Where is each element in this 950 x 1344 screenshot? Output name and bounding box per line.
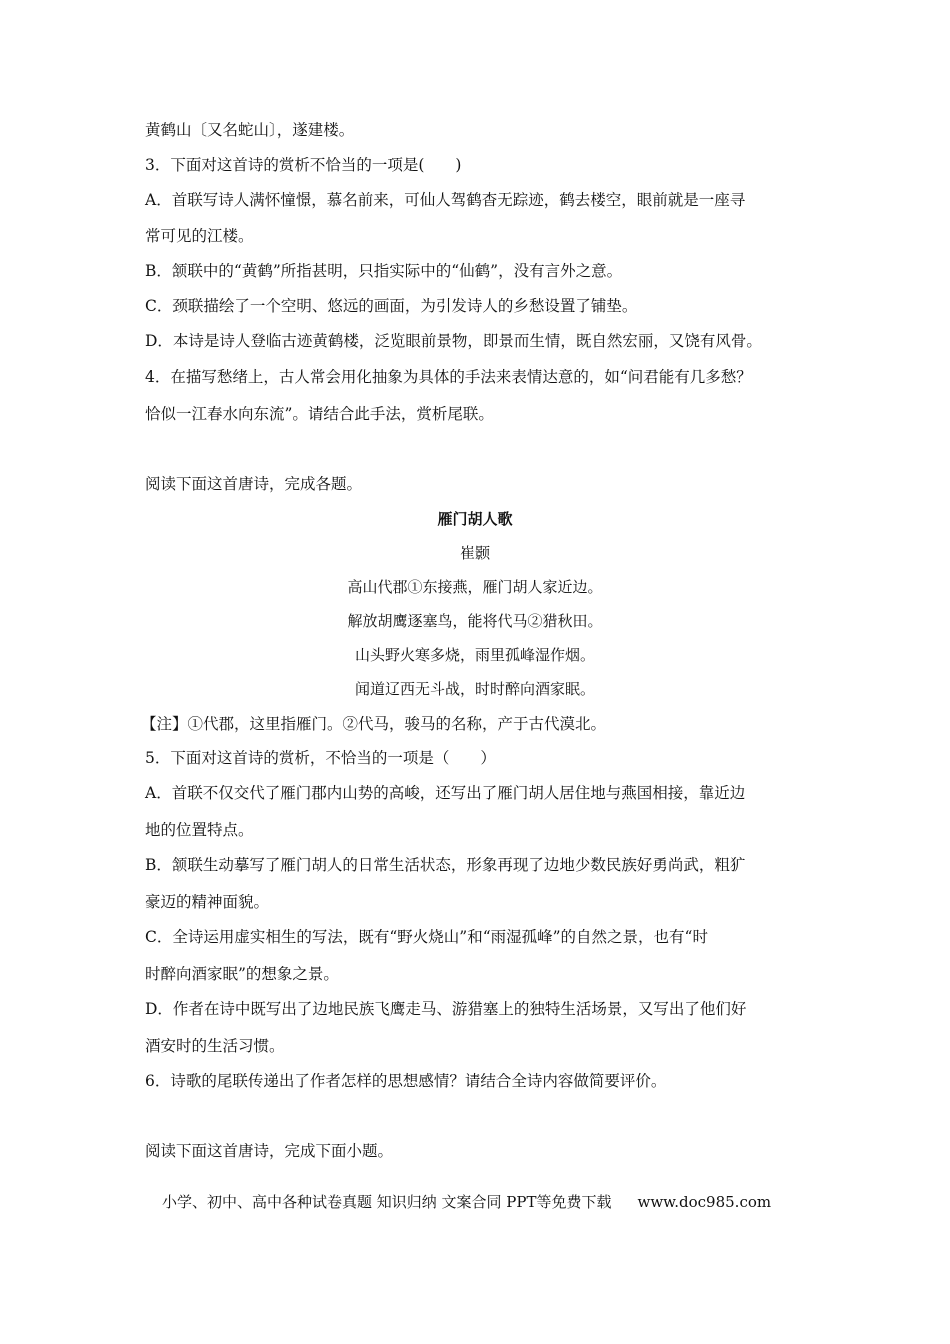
q5-option-a: A．首联不仅交代了雁门郡内山势的高峻，还写出了雁门胡人居住地与燕国相接，靠近边 <box>145 784 746 802</box>
page-footer <box>162 1191 771 1212</box>
q3-option-c: C．颈联描绘了一个空明、悠远的画面，为引发诗人的乡愁设置了铺垫。 <box>145 297 638 315</box>
q3-option-a: A．首联写诗人满怀憧憬，慕名前来，可仙人驾鹤杳无踪迹，鹤去楼空，眼前就是一座寻 <box>145 191 746 209</box>
poem-line: 高山代郡①东接燕，雁门胡人家近边。 <box>347 578 603 596</box>
q5-option-a-cont: 地的位置特点。 <box>145 821 254 839</box>
question-4-cont: 恰似一江春水向东流”。请结合此手法，赏析尾联。 <box>145 405 494 423</box>
q5-option-c: C．全诗运用虚实相生的写法，既有“野火烧山”和“雨湿孤峰”的自然之景，也有“时 <box>145 928 708 946</box>
question-3: 3．下面对这首诗的赏析不恰当的一项是( ) <box>145 156 462 174</box>
question-5: 5．下面对这首诗的赏析，不恰当的一项是（ ） <box>145 749 496 767</box>
poem-note: 【注】①代郡，这里指雁门。②代马，骏马的名称，产于古代漠北。 <box>141 715 607 733</box>
section-intro: 阅读下面这首唐诗，完成各题。 <box>145 475 363 493</box>
q3-option-b: B．颔联中的“黄鹤”所指甚明，只指实际中的“仙鹤”，没有言外之意。 <box>145 262 623 280</box>
poem-line: 山头野火寒多烧，雨里孤峰湿作烟。 <box>354 646 595 664</box>
q5-option-b: B．颔联生动摹写了雁门胡人的日常生活状态，形象再现了边地少数民族好勇尚武，粗犷 <box>145 856 746 874</box>
q5-option-c-cont: 时醉向酒家眠”的想象之景。 <box>145 965 339 983</box>
poem-title: 雁门胡人歌 <box>437 510 513 528</box>
poem-line: 闻道辽西无斗战，时时醉向酒家眠。 <box>354 680 595 698</box>
footer-text: 小学、初中、高中各种试卷真题 知识归纳 文案合同 PPT等免费下载 <box>162 1193 612 1211</box>
section-intro: 阅读下面这首唐诗，完成下面小题。 <box>145 1142 394 1160</box>
text-line: 黄鹤山〔又名蛇山〕，遂建楼。 <box>145 121 355 139</box>
poem-author: 崔颢 <box>459 544 490 562</box>
q3-option-d: D．本诗是诗人登临古迹黄鹤楼，泛览眼前景物，即景而生情，既自然宏丽，又饶有风骨。 <box>145 332 762 350</box>
question-6: 6．诗歌的尾联传递出了作者怎样的思想感情？请结合全诗内容做简要评价。 <box>145 1072 667 1090</box>
question-4: 4．在描写愁绪上，古人常会用化抽象为具体的手法来表情达意的，如“问君能有几多愁？ <box>145 368 752 386</box>
poem-line: 解放胡鹰逐塞鸟，能将代马②猎秋田。 <box>347 612 603 630</box>
q3-option-a-cont: 常可见的江楼。 <box>145 227 254 245</box>
q5-option-d-cont: 酒安时的生活习惯。 <box>145 1037 285 1055</box>
footer-url[interactable]: www.doc985.com <box>637 1193 772 1211</box>
q5-option-d: D．作者在诗中既写出了边地民族飞鹰走马、游猎塞上的独特生活场景，又写出了他们好 <box>145 1000 747 1018</box>
q5-option-b-cont: 豪迈的精神面貌。 <box>145 893 270 911</box>
